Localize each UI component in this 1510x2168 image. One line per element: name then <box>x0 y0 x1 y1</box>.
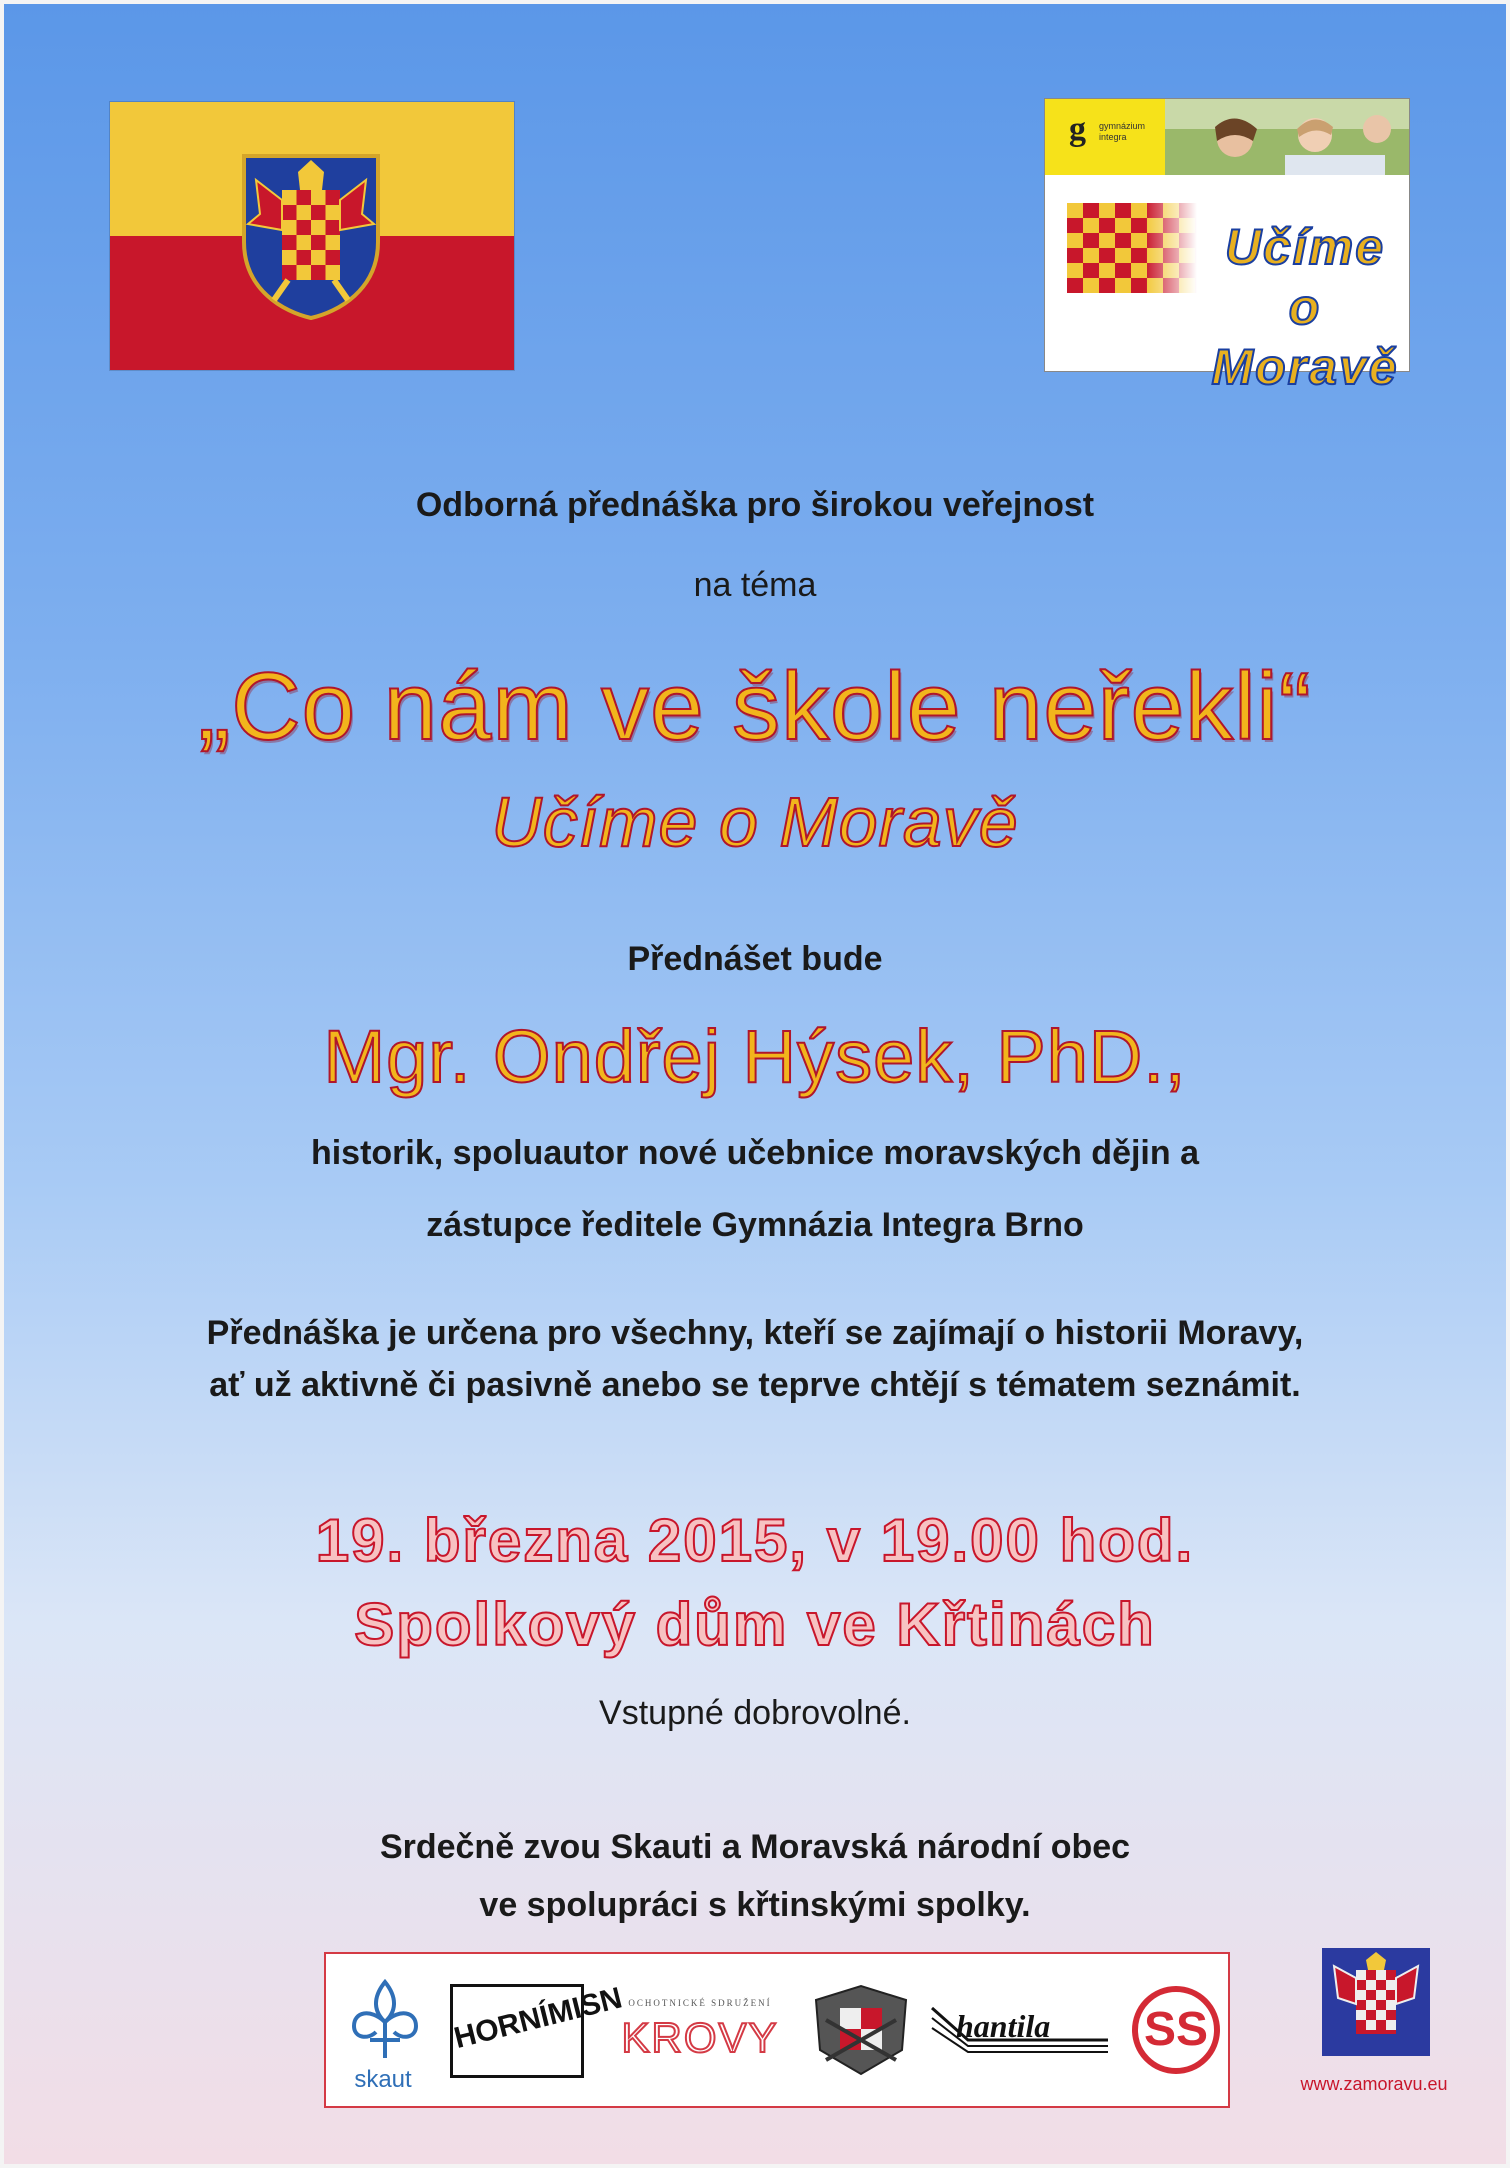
hornimisn-logo <box>450 1981 626 2078</box>
hantila-text: hantila <box>956 2008 1051 2044</box>
event-place: Spolkový dům ve Křtinách <box>354 1591 1156 1658</box>
coat-of-arms-icon <box>238 150 384 322</box>
ucime-logo-line1: Učíme <box>1224 219 1386 275</box>
corner-coat-of-arms-icon <box>1322 1948 1430 2056</box>
speaker-intro: Přednášet bude <box>627 940 883 978</box>
krovy-top-text: OCHOTNICKÉ SDRUŽENÍ <box>628 1998 772 2008</box>
skaut-label: skaut <box>354 2066 412 2093</box>
lecture-subtitle: Učíme o Moravě <box>491 783 1019 861</box>
gymnazium-logo-letter: g <box>1069 111 1086 148</box>
students-photo-icon <box>1165 99 1409 175</box>
description-line2: ať už aktivně či pasivně anebo se teprve chtějí s tématem seznámit. <box>209 1366 1301 1404</box>
krovy-logo-text: KROVY <box>621 2014 779 2061</box>
hornimisn-text: HORNÍMISN <box>450 1981 626 2056</box>
invite-line2: ve spolupráci s křtinskými spolky. <box>479 1886 1031 1924</box>
event-datetime: 19. března 2015, v 19.00 hod. <box>315 1507 1195 1574</box>
speaker-description-1: historik, spoluautor nové učebnice moravských dějin a <box>310 1134 1200 1172</box>
intro-line2: na téma <box>693 566 817 604</box>
lecture-title: „Co nám ve škole neřekli“ <box>198 653 1312 760</box>
ucime-o-morave-logo <box>1044 98 1410 395</box>
website-link[interactable]: www.zamoravu.eu <box>1300 2074 1448 2094</box>
moravian-flag <box>110 102 514 370</box>
invite-line1: Srdečně zvou Skauti a Moravská národní obec <box>379 1828 1131 1866</box>
checkered-eagle-icon <box>1067 203 1197 293</box>
speaker-description-2: zástupce ředitele Gymnázia Integra Brno <box>426 1206 1084 1244</box>
entry-fee: Vstupné dobrovolné. <box>599 1694 911 1732</box>
intro-line1: Odborná přednáška pro širokou veřejnost <box>415 486 1095 524</box>
sokol-logo <box>1132 1986 1220 2074</box>
skaut-lily-icon <box>346 1978 424 2062</box>
firefighters-emblem-icon <box>806 1980 916 2080</box>
sokol-letters: SS <box>1143 2003 1209 2056</box>
speaker-name: Mgr. Ondřej Hýsek, PhD., <box>323 1015 1187 1098</box>
sponsors-strip <box>324 1952 1230 2108</box>
ucime-logo-title <box>1205 217 1405 397</box>
ucime-logo-line2: o Moravě <box>1211 279 1399 395</box>
poster <box>4 4 1506 2164</box>
description-line1: Přednáška je určena pro všechny, kteří se zajímají o historii Moravy, <box>206 1314 1304 1352</box>
gymnazium-logo-text: gymnázium integra <box>1099 121 1146 142</box>
